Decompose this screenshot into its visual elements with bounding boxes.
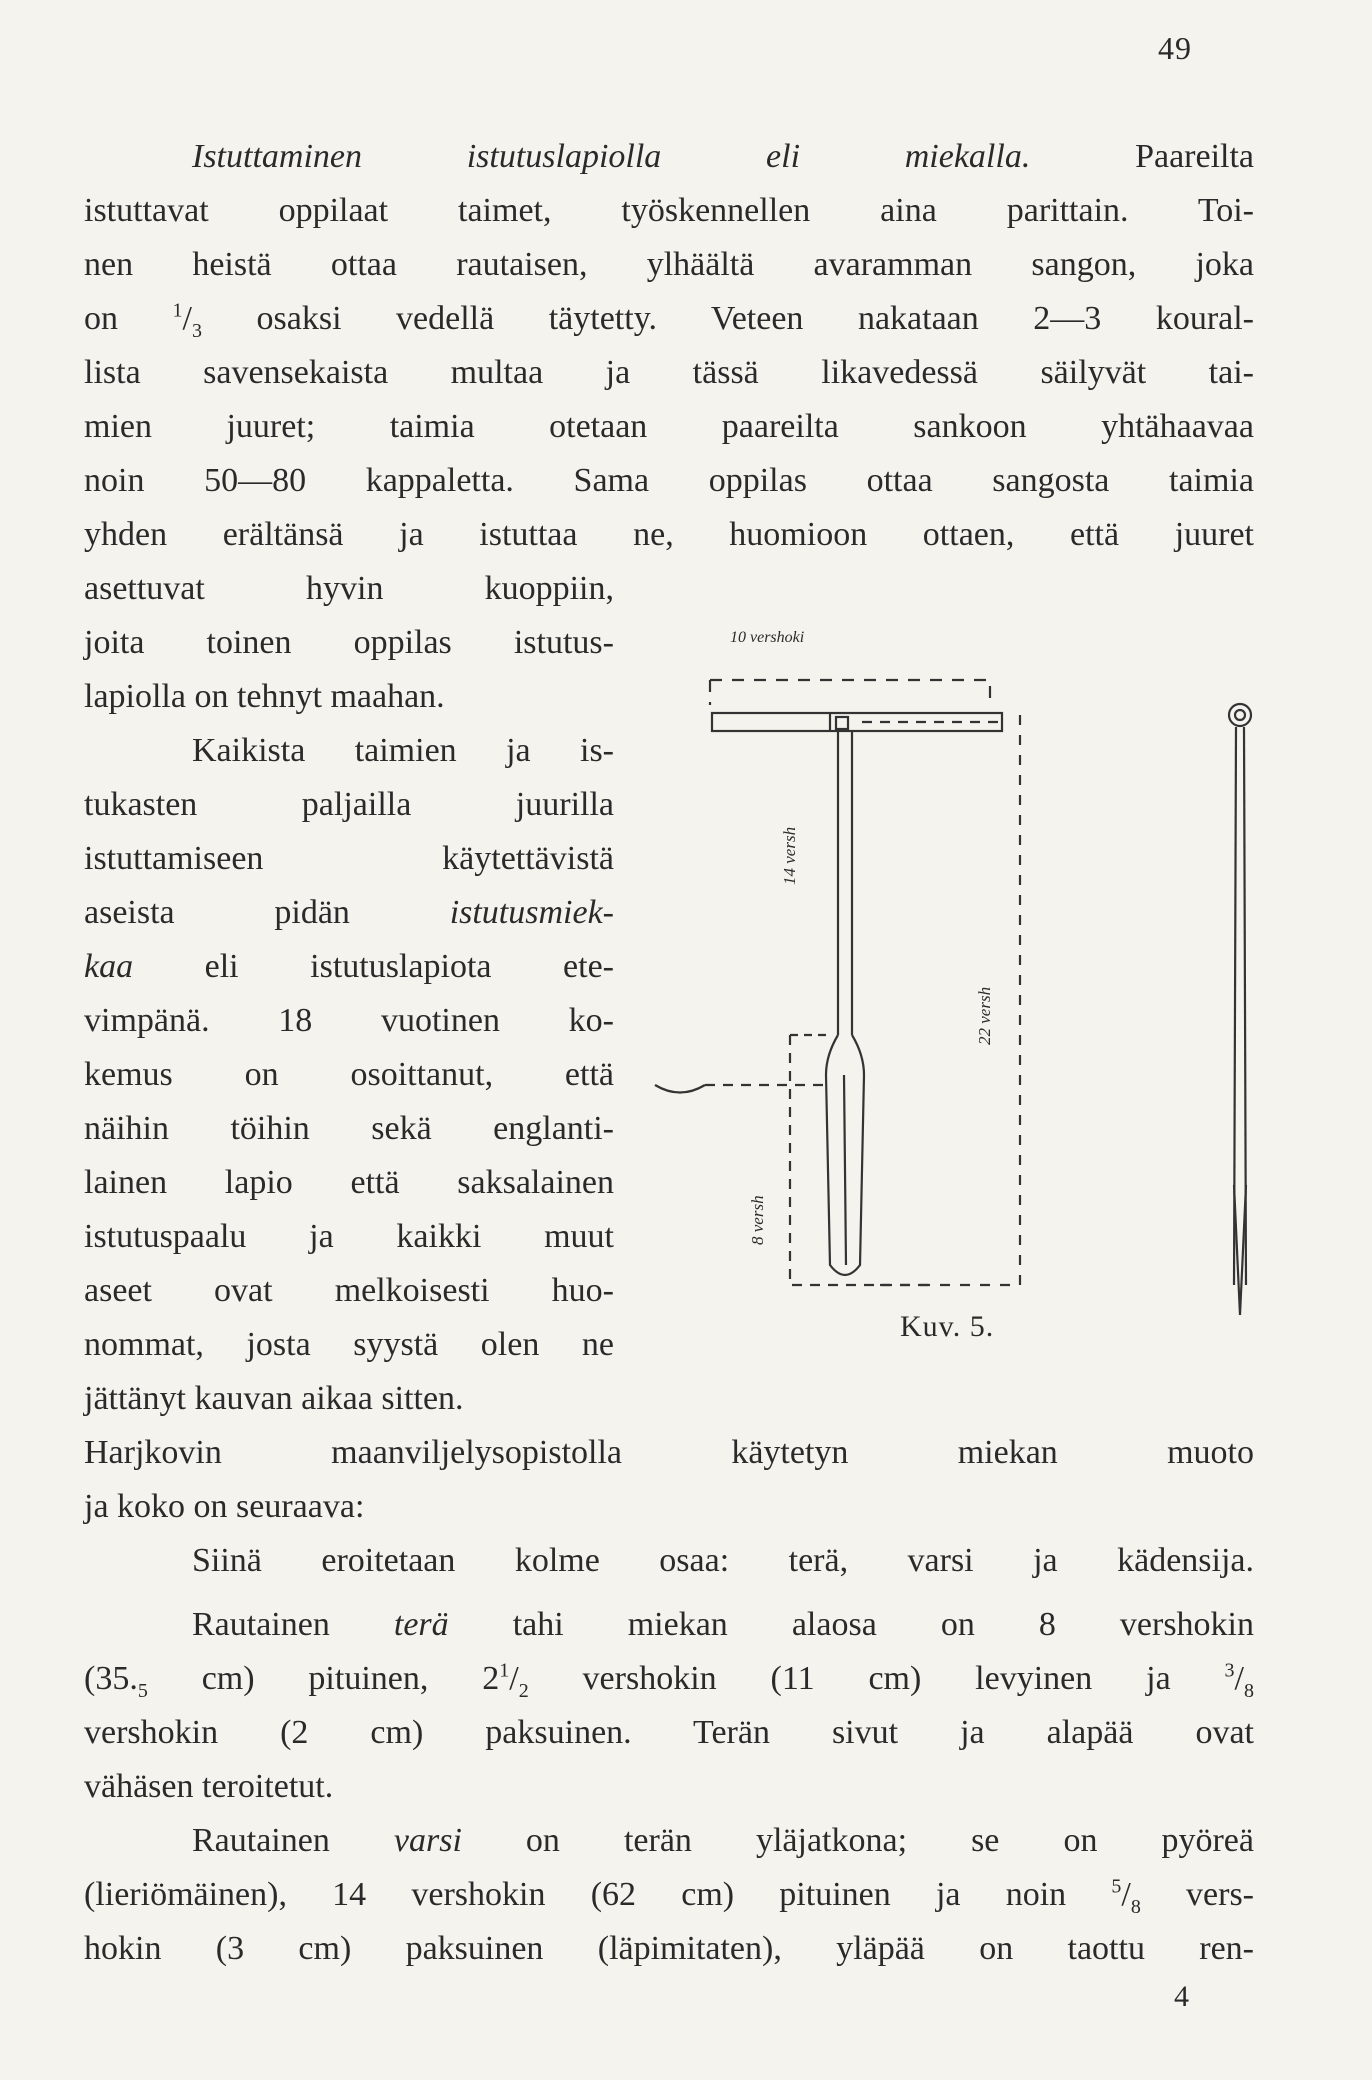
planting-sword-drawing: [630, 625, 1270, 1335]
dimension-label-total: 22 versh: [975, 986, 994, 1045]
text-span: vershokin (11 cm) levyinen ja: [528, 1660, 1225, 1697]
text-line: Siinä eroitetaan kolme osaa: terä, varsi ja kädensija.: [192, 1542, 1254, 1579]
emphasis: varsi: [393, 1822, 462, 1859]
figure-planting-sword: [630, 625, 1270, 1335]
fraction-denominator: 8: [1130, 1895, 1141, 1918]
text-line: (lieriömäinen), 14 vershokin (62 cm) pituinen ja noin $^5/_8$ vers-: [84, 1875, 1255, 1918]
text-line: lainen lapio että saksalainen: [84, 1164, 614, 1201]
text-span: tahi miekan alaosa on 8 vershokin: [448, 1606, 1254, 1643]
fraction-numerator: 3: [1224, 1659, 1235, 1682]
text-line: [84, 1598, 1254, 1652]
emphasis: terä: [393, 1606, 449, 1643]
text-line: [84, 940, 614, 994]
text-line: Harjkovin maanviljelysopistolla käytetyn miekan muoto: [84, 1434, 1254, 1471]
dimension-line-top: [710, 680, 990, 705]
fraction-denominator: 2: [518, 1679, 529, 1702]
text-line: noin 50—80 kappaletta. Sama oppilas ottaa sangosta taimia: [84, 462, 1254, 499]
text-line: jättänyt kauvan aikaa sitten.: [84, 1380, 464, 1417]
text-line: nen heistä ottaa rautaisen, ylhäältä avaramman sangon, joka: [84, 246, 1254, 283]
text-span: (lieriömäinen), 14 vershokin (62 cm) pituinen ja noin: [84, 1876, 1112, 1913]
text-span: Paareilta: [1135, 138, 1254, 175]
text-line: vähäsen teroitetut.: [84, 1768, 334, 1805]
blade-cross-section: [655, 1085, 705, 1093]
text-span: (35.: [84, 1660, 138, 1697]
text-line: nommat, josta syystä olen ne: [84, 1326, 614, 1363]
emphasis: istutusmiek-: [449, 894, 614, 931]
text-line: joita toinen oppilas istutus-: [84, 624, 614, 661]
dimension-label-shaft: 14 versh: [780, 826, 799, 885]
text-line: ($35._5$ cm) pituinen, $2^1/_2$ vershokin (11 cm) levyinen ja $^3/_8$: [84, 1659, 1254, 1702]
text-line: asettuvat hyvin kuoppiin,: [84, 570, 614, 607]
text-line: on $^1/_3$ osaksi vedellä täytetty. Veteen nakataan 2—3 koural-: [84, 299, 1254, 342]
text-line: vimpänä. 18 vuotinen ko-: [84, 1002, 614, 1039]
text-span: on terän yläjatkona; se on pyöreä: [461, 1822, 1254, 1859]
text-line: Kaikista taimien ja is-: [192, 732, 614, 769]
text-line: lista savensekaista multaa ja tässä likavedessä säilyvät tai-: [84, 354, 1254, 391]
text-span: eli istutuslapiota ete-: [133, 948, 614, 985]
text-line: [84, 130, 1254, 184]
text-line: [84, 1814, 1254, 1868]
subscript: 5: [137, 1679, 148, 1702]
text-line: istutuspaalu ja kaikki muut: [84, 1218, 614, 1255]
fraction-numerator: 1: [172, 299, 183, 322]
dimension-label-blade: 8 versh: [748, 1195, 767, 1245]
text-line: [84, 886, 614, 940]
text-line: istuttavat oppilaat taimet, työskennellen aina parittain. Toi-: [84, 192, 1254, 229]
emphasis: kaa: [84, 948, 134, 985]
text-line: yhden erältänsä ja istuttaa ne, huomioon ottaen, että juuret: [84, 516, 1254, 553]
page-number: 49: [1158, 30, 1192, 66]
text-line: näihin töihin sekä englanti-: [84, 1110, 614, 1147]
signature-mark: 4: [1174, 1980, 1189, 2013]
text-span: cm) pituinen, 2: [147, 1660, 500, 1697]
text-span: Rautainen: [192, 1606, 394, 1643]
figure-caption: Kuv. 5.: [900, 1310, 995, 1343]
text-span: vers-: [1140, 1876, 1255, 1913]
text-line: mien juuret; taimia otetaan paareilta sankoon yhtähaavaa: [84, 408, 1254, 445]
text-span: on: [84, 300, 173, 337]
text-span: aseista pidän: [84, 894, 450, 931]
fraction-denominator: 8: [1244, 1679, 1254, 1702]
side-view-ring: [1229, 704, 1251, 726]
text-line: tukasten paljailla juurilla: [84, 786, 614, 823]
text-span: Rautainen: [192, 1822, 394, 1859]
fraction-numerator: 1: [499, 1659, 510, 1682]
text-line: istuttamiseen käytettävistä: [84, 840, 614, 877]
text-line: hokin (3 cm) paksuinen (läpimitaten), yläpää on taottu ren-: [84, 1930, 1254, 1967]
fraction-denominator: 3: [191, 319, 202, 342]
text-line: lapiolla on tehnyt maahan.: [84, 678, 445, 715]
text-line: vershokin (2 cm) paksuinen. Terän sivut ja alapää ovat: [84, 1714, 1254, 1751]
text-line: aseet ovat melkoisesti huo-: [84, 1272, 614, 1309]
text-span: osaksi vedellä täytetty. Veteen nakataan 2—3 koural-: [201, 300, 1254, 337]
text-line: kemus on osoittanut, että: [84, 1056, 614, 1093]
fraction-numerator: 5: [1111, 1875, 1122, 1898]
text-line: ja koko on seuraava:: [84, 1488, 365, 1525]
section-heading: Istuttaminen istutuslapiolla eli miekalla.: [192, 138, 1031, 175]
dimension-label-top: 10 vershoki: [730, 629, 805, 646]
